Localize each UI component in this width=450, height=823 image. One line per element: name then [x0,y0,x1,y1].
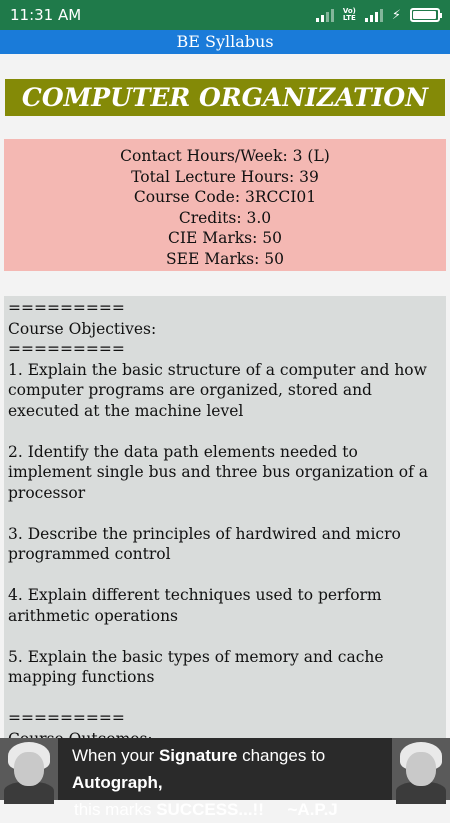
status-bar [0,0,450,30]
quote-line-2: this marks SUCCESS...!! ~A.P.J [74,800,338,819]
signal-icon [316,9,334,22]
quote-author: ~A.P.J [287,800,338,819]
lte-signal-icon [365,9,383,22]
separator: ========= [8,299,125,317]
course-info-box [4,139,446,271]
status-icons [316,8,440,23]
credits: Credits: 3.0 [178,208,272,227]
objective-item: 5. Explain the basic types of memory and cache mapping functions [8,647,384,686]
see-marks: SEE Marks: 50 [166,249,284,268]
battery-fill [413,11,436,19]
volte-label-bottom: LTE [342,14,356,22]
quote-line-1: When your Signature changes to Autograph, [72,746,326,792]
course-title: COMPUTER ORGANIZATION [5,79,445,116]
cie-marks: CIE Marks: 50 [168,229,282,247]
app-bar-title: BE Syllabus [0,30,450,54]
volte-label-top: Vo) [342,7,356,15]
ad-banner[interactable] [0,738,450,819]
objective-item: 3. Describe the principles of hardwired and micro programmed control [8,524,401,563]
syllabus-content[interactable] [4,296,446,742]
course-code: Course Code: 3RCCI01 [133,188,317,206]
battery-icon [410,8,440,22]
objective-item: 2. Identify the data path elements needed to implement single bus and three bus organization of a processor [8,442,429,502]
status-time: 11:31 AM [10,6,82,24]
portrait-image [0,738,58,800]
separator: ========= [8,340,125,358]
charging-icon: ⚡ [391,7,401,23]
portrait-image [392,738,450,800]
volte-icon [343,8,356,22]
objectives-heading: Course Objectives: [8,319,157,338]
total-lecture-hours: Total Lecture Hours: 39 [131,167,319,186]
banner-quote [72,742,392,823]
separator: ========= [8,709,125,727]
contact-hours: Contact Hours/Week: 3 (L) [120,147,330,165]
objective-item: 1. Explain the basic structure of a computer and how computer programs are organized, stored and executed at the machine level [8,360,427,420]
objective-item: 4. Explain different techniques used to perform arithmetic operations [8,586,382,625]
